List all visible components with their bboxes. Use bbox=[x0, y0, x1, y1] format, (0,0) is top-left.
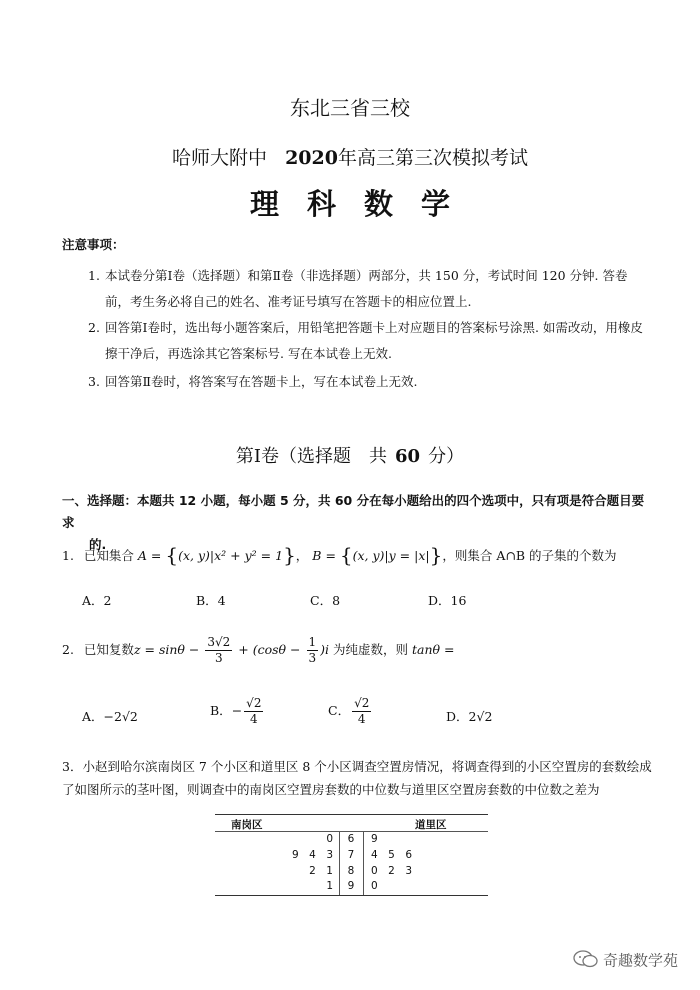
fraction-numerator: 3√2 bbox=[207, 635, 231, 649]
question-text: 已知复数 bbox=[83, 642, 134, 657]
set-b-var: B bbox=[312, 548, 322, 563]
stem: 8 bbox=[347, 865, 355, 877]
section-title-a: 第Ⅰ卷（选择题 共 bbox=[235, 446, 388, 467]
set-a-var: A bbox=[137, 548, 147, 563]
option-label: B． bbox=[210, 703, 232, 718]
option-b bbox=[210, 696, 265, 727]
right-leaves: 0 2 3 bbox=[371, 865, 413, 877]
notice-item bbox=[88, 263, 648, 315]
part-instructions-line1: 一、选择题：本题共 12 小题，每小题 5 分，共 60 分在每小题给出的四个选项中，只有项是符合题目要求 bbox=[62, 493, 645, 530]
set-a-body: (x, y)|x² + y² = 1 bbox=[178, 548, 284, 563]
option-label: D． bbox=[446, 709, 469, 724]
option-a: A．2 bbox=[82, 593, 112, 608]
stem-divider-right bbox=[363, 831, 364, 895]
question-text: 3．小赵到哈尔滨南岗区 7 个小区和道里区 8 个小区调查空置房情况，将调查得到的小区空置房的套数绘成 bbox=[62, 759, 652, 774]
question-text: 了如图所示的茎叶图，则调查中的南岗区空置房套数的中位数与道里区空置房套数的中位数之差为 bbox=[62, 782, 600, 797]
option-c: C．8 bbox=[310, 593, 341, 608]
question-1: 1. 已知集合 A = {(x, y)|x² + y² = 1}， B = {(x, y)|y = |x|}，则集合 A∩B 的子集的个数为 bbox=[62, 543, 617, 567]
option-label: C． bbox=[328, 703, 351, 718]
option-value: 2√2 bbox=[468, 709, 493, 724]
option-value: −2√2 bbox=[103, 709, 138, 724]
fraction bbox=[307, 635, 319, 666]
left-header: 南岗区 bbox=[231, 819, 263, 831]
subject-title: 理科数学 bbox=[249, 187, 478, 221]
question-number: 2. bbox=[62, 642, 74, 657]
fraction-denominator: 3 bbox=[215, 651, 223, 665]
notice-index: 3. bbox=[88, 374, 100, 389]
notice-item bbox=[88, 369, 648, 395]
question-number: 1. bbox=[62, 548, 74, 563]
question-text: 为纯虚数，则 bbox=[333, 642, 409, 657]
expr-part: z = sinθ − bbox=[133, 642, 200, 657]
part-instructions-line2: 的. bbox=[89, 537, 107, 552]
section-title-b: 分） bbox=[428, 446, 465, 467]
option-a bbox=[82, 707, 138, 725]
left-leaves: 2 1 bbox=[309, 865, 333, 877]
fraction-numerator: 1 bbox=[308, 635, 317, 649]
exam-name: 年高三第三次模拟考试 bbox=[337, 147, 528, 169]
right-header: 道里区 bbox=[415, 819, 447, 831]
notice-item bbox=[88, 315, 648, 367]
question-2 bbox=[62, 632, 662, 668]
option-b: B．4 bbox=[196, 593, 226, 608]
stem: 7 bbox=[347, 849, 355, 861]
question-3 bbox=[62, 755, 662, 801]
fraction-denominator: 4 bbox=[249, 712, 258, 726]
option-c bbox=[328, 696, 373, 727]
notice-text: 回答第Ⅰ卷时，选出每小题答案后，用铅笔把答题卡上对应题目的答案标号涂黑. 如需改动，用橡皮擦干净后，再选涂其它答案标号. 写在本试卷上无效. bbox=[105, 320, 643, 361]
right-leaves: 9 bbox=[371, 833, 378, 845]
table-bottom-rule bbox=[215, 895, 488, 896]
expr-part: tanθ = bbox=[412, 642, 455, 657]
exam-region-title: 东北三省三校 bbox=[290, 96, 410, 120]
option-sign: − bbox=[231, 703, 243, 718]
fraction-denominator: 4 bbox=[357, 712, 366, 726]
set-b-body: (x, y)|y = |x| bbox=[352, 548, 430, 563]
section-title bbox=[0, 442, 700, 468]
fraction bbox=[205, 635, 232, 666]
notice-index: 1. bbox=[88, 268, 100, 283]
question-text: ，则集合 A∩B 的子集的个数为 bbox=[442, 548, 617, 563]
notice-heading: 注意事项： bbox=[62, 237, 125, 252]
expr-part: )i bbox=[320, 642, 330, 657]
watermark bbox=[573, 949, 678, 973]
stem-divider-left bbox=[339, 831, 340, 895]
exam-title bbox=[0, 143, 700, 170]
stem-leaf-plot bbox=[215, 814, 488, 896]
right-leaves: 0 bbox=[371, 880, 378, 892]
option-d bbox=[446, 707, 492, 725]
exam-year: 2020 bbox=[285, 147, 338, 169]
option-d: D．16 bbox=[428, 593, 467, 608]
left-leaves: 0 bbox=[326, 833, 333, 845]
option-label: A． bbox=[82, 709, 104, 724]
stem: 6 bbox=[347, 833, 355, 845]
fraction bbox=[352, 696, 371, 727]
notice-text: 本试卷分第Ⅰ卷（选择题）和第Ⅱ卷（非选择题）两部分，共 150 分，考试时间 120 分钟. 答卷前，考生务必将自己的姓名、准考证号填写在答题卡的相应位置上. bbox=[105, 268, 628, 309]
stem: 9 bbox=[347, 880, 355, 892]
notice-text: 回答第Ⅱ卷时，将答案写在答题卡上，写在本试卷上无效. bbox=[105, 374, 418, 389]
fraction bbox=[244, 696, 263, 727]
expr-part: + (cosθ − bbox=[238, 642, 301, 657]
fraction-numerator: √2 bbox=[246, 696, 262, 710]
left-leaves: 9 4 3 bbox=[291, 849, 333, 861]
table-top-rule bbox=[215, 814, 488, 815]
section-score: 60 bbox=[395, 446, 421, 467]
question-text: 已知集合 bbox=[83, 548, 134, 563]
left-leaves: 1 bbox=[326, 880, 333, 892]
right-leaves: 4 5 6 bbox=[371, 849, 413, 861]
fraction-numerator: √2 bbox=[354, 696, 370, 710]
watermark-text: 奇趣数学苑 bbox=[602, 951, 678, 970]
chat-bubble-icon bbox=[573, 949, 599, 973]
school-name: 哈师大附中 bbox=[172, 147, 268, 169]
notice-index: 2. bbox=[88, 320, 100, 335]
fraction-denominator: 3 bbox=[308, 651, 317, 665]
